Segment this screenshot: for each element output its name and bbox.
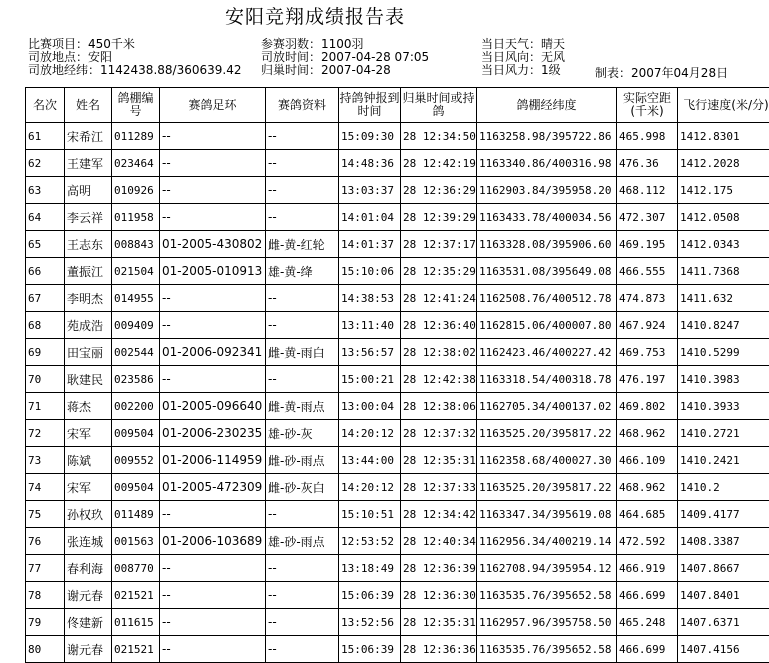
cell-return-time: 28 12:36:30	[401, 582, 477, 609]
cell-pigeon-info: 雌-黄-雨白	[266, 339, 339, 366]
table-row	[26, 501, 769, 528]
cell-return-time: 28 12:41:24	[401, 285, 477, 312]
cell-return-time: 28 12:42:38	[401, 366, 477, 393]
cell-rank: 73	[26, 447, 65, 474]
cell-distance: 469.195	[617, 231, 678, 258]
release-place: 司放地点：安阳	[28, 51, 241, 64]
weather: 当日天气：晴天	[481, 38, 565, 51]
cell-pigeon-info: --	[266, 555, 339, 582]
cell-rank: 69	[26, 339, 65, 366]
cell-clock-time: 14:48:36	[339, 150, 401, 177]
cell-loft-coords: 1163340.86/400316.98	[477, 150, 617, 177]
col-loft-coords-header: 鸽棚经纬度	[477, 88, 617, 123]
cell-ring: --	[160, 150, 266, 177]
table-row	[26, 393, 769, 420]
cell-loft-coords: 1163531.08/395649.08	[477, 258, 617, 285]
cell-rank: 71	[26, 393, 65, 420]
made-date: 制表：2007年04月28日	[595, 64, 728, 81]
cell-rank: 78	[26, 582, 65, 609]
cell-return-time: 28 12:36:36	[401, 636, 477, 663]
cell-distance: 466.919	[617, 555, 678, 582]
cell-clock-time: 15:10:51	[339, 501, 401, 528]
cell-loft-coords: 1162358.68/400027.30	[477, 447, 617, 474]
table-row	[26, 474, 769, 501]
cell-distance: 469.753	[617, 339, 678, 366]
cell-pigeon-info: 雌-黄-红轮	[266, 231, 339, 258]
cell-speed: 1412.0508	[678, 204, 769, 231]
cell-name: 宋军	[65, 420, 112, 447]
cell-speed: 1412.0343	[678, 231, 769, 258]
cell-distance: 465.998	[617, 123, 678, 150]
cell-ring: --	[160, 177, 266, 204]
cell-pigeon-info: --	[266, 177, 339, 204]
col-distance-header: 实际空距(千米)	[617, 88, 678, 123]
cell-speed: 1407.4156	[678, 636, 769, 663]
table-row	[26, 609, 769, 636]
cell-distance: 465.248	[617, 609, 678, 636]
cell-return-time: 28 12:34:42	[401, 501, 477, 528]
cell-distance: 468.962	[617, 420, 678, 447]
cell-speed: 1410.3933	[678, 393, 769, 420]
cell-rank: 79	[26, 609, 65, 636]
cell-speed: 1407.8401	[678, 582, 769, 609]
cell-ring: 01-2006-103689	[160, 528, 266, 555]
cell-loft-id: 011289	[112, 123, 160, 150]
cell-pigeon-info: --	[266, 312, 339, 339]
cell-ring: 01-2005-472309	[160, 474, 266, 501]
cell-return-time: 28 12:39:29	[401, 204, 477, 231]
cell-loft-coords: 1163318.54/400318.78	[477, 366, 617, 393]
cell-loft-coords: 1163525.20/395817.22	[477, 474, 617, 501]
cell-ring: --	[160, 636, 266, 663]
report-title: 安阳竞翔成绩报告表	[0, 2, 630, 29]
cell-distance: 469.802	[617, 393, 678, 420]
cell-name: 孙权玖	[65, 501, 112, 528]
cell-rank: 72	[26, 420, 65, 447]
cell-name: 苑成浩	[65, 312, 112, 339]
cell-loft-coords: 1162815.06/400007.80	[477, 312, 617, 339]
entries-count: 参赛羽数：1100羽	[261, 38, 429, 51]
cell-speed: 1412.175	[678, 177, 769, 204]
cell-loft-id: 008843	[112, 231, 160, 258]
release-time: 司放时间：2007-04-28 07:05	[261, 51, 429, 64]
cell-pigeon-info: --	[266, 285, 339, 312]
cell-loft-coords: 1162903.84/395958.20	[477, 177, 617, 204]
cell-name: 董振江	[65, 258, 112, 285]
cell-pigeon-info: 雌-黄-雨点	[266, 393, 339, 420]
cell-clock-time: 13:56:57	[339, 339, 401, 366]
cell-distance: 466.699	[617, 582, 678, 609]
cell-ring: --	[160, 366, 266, 393]
cell-ring: 01-2005-010913	[160, 258, 266, 285]
cell-return-time: 28 12:35:31	[401, 609, 477, 636]
return-time: 归巢时间：2007-04-28	[261, 64, 429, 77]
cell-clock-time: 14:38:53	[339, 285, 401, 312]
cell-rank: 66	[26, 258, 65, 285]
cell-name: 谢元春	[65, 582, 112, 609]
table-row	[26, 285, 769, 312]
cell-clock-time: 13:03:37	[339, 177, 401, 204]
cell-name: 李明杰	[65, 285, 112, 312]
cell-clock-time: 15:10:06	[339, 258, 401, 285]
cell-rank: 76	[26, 528, 65, 555]
cell-rank: 65	[26, 231, 65, 258]
table-row	[26, 204, 769, 231]
cell-loft-coords: 1162423.46/400227.42	[477, 339, 617, 366]
cell-distance: 474.873	[617, 285, 678, 312]
cell-return-time: 28 12:36:40	[401, 312, 477, 339]
col-clock-time-header: 持鸽钟报到时间	[339, 88, 401, 123]
cell-return-time: 28 12:42:19	[401, 150, 477, 177]
cell-speed: 1407.8667	[678, 555, 769, 582]
col-speed-header: 飞行速度(米/分)	[678, 88, 769, 123]
cell-name: 宋军	[65, 474, 112, 501]
cell-loft-coords: 1163347.34/395619.08	[477, 501, 617, 528]
cell-speed: 1411.632	[678, 285, 769, 312]
cell-pigeon-info: --	[266, 636, 339, 663]
cell-rank: 80	[26, 636, 65, 663]
cell-loft-coords: 1162956.34/400219.14	[477, 528, 617, 555]
cell-return-time: 28 12:37:33	[401, 474, 477, 501]
col-return-time-header: 归巢时间或持鸽	[401, 88, 477, 123]
cell-speed: 1409.4177	[678, 501, 769, 528]
cell-pigeon-info: 雌-砂-雨点	[266, 447, 339, 474]
cell-name: 宋希江	[65, 123, 112, 150]
cell-name: 张连城	[65, 528, 112, 555]
cell-ring: 01-2005-430802	[160, 231, 266, 258]
cell-return-time: 28 12:36:39	[401, 555, 477, 582]
cell-name: 蒋杰	[65, 393, 112, 420]
cell-loft-id: 011489	[112, 501, 160, 528]
cell-loft-id: 009504	[112, 420, 160, 447]
cell-pigeon-info: --	[266, 123, 339, 150]
race-info-column-1	[28, 38, 241, 77]
cell-speed: 1411.7368	[678, 258, 769, 285]
cell-ring: --	[160, 501, 266, 528]
cell-loft-id: 009552	[112, 447, 160, 474]
table-row	[26, 420, 769, 447]
cell-clock-time: 15:06:39	[339, 582, 401, 609]
cell-loft-id: 009409	[112, 312, 160, 339]
cell-loft-coords: 1163328.08/395906.60	[477, 231, 617, 258]
cell-distance: 466.555	[617, 258, 678, 285]
cell-pigeon-info: --	[266, 609, 339, 636]
cell-speed: 1410.2721	[678, 420, 769, 447]
wind-force: 当日风力：1级	[481, 64, 565, 77]
cell-clock-time: 13:18:49	[339, 555, 401, 582]
cell-loft-coords: 1163433.78/400034.56	[477, 204, 617, 231]
cell-speed: 1408.3387	[678, 528, 769, 555]
cell-name: 耿建民	[65, 366, 112, 393]
cell-name: 田宝丽	[65, 339, 112, 366]
cell-ring: 01-2005-096640	[160, 393, 266, 420]
cell-return-time: 28 12:36:29	[401, 177, 477, 204]
cell-loft-id: 001563	[112, 528, 160, 555]
col-ring-header: 赛鸽足环	[160, 88, 266, 123]
cell-loft-id: 021521	[112, 636, 160, 663]
cell-rank: 62	[26, 150, 65, 177]
cell-ring: --	[160, 555, 266, 582]
cell-name: 佟建新	[65, 609, 112, 636]
cell-clock-time: 14:01:37	[339, 231, 401, 258]
cell-return-time: 28 12:35:31	[401, 447, 477, 474]
cell-rank: 75	[26, 501, 65, 528]
table-row	[26, 582, 769, 609]
cell-loft-id: 002200	[112, 393, 160, 420]
col-rank-header: 名次	[26, 88, 65, 123]
cell-speed: 1410.5299	[678, 339, 769, 366]
cell-loft-id: 008770	[112, 555, 160, 582]
cell-speed: 1410.3983	[678, 366, 769, 393]
cell-return-time: 28 12:37:32	[401, 420, 477, 447]
cell-return-time: 28 12:37:17	[401, 231, 477, 258]
cell-loft-coords: 1163258.98/395722.86	[477, 123, 617, 150]
cell-loft-id: 023464	[112, 150, 160, 177]
cell-ring: --	[160, 204, 266, 231]
cell-loft-id: 011615	[112, 609, 160, 636]
cell-speed: 1410.8247	[678, 312, 769, 339]
cell-loft-id: 023586	[112, 366, 160, 393]
cell-clock-time: 13:44:00	[339, 447, 401, 474]
cell-clock-time: 13:52:56	[339, 609, 401, 636]
race-info-column-2	[261, 38, 429, 77]
cell-loft-coords: 1163525.20/395817.22	[477, 420, 617, 447]
cell-distance: 476.36	[617, 150, 678, 177]
cell-loft-id: 021504	[112, 258, 160, 285]
cell-loft-id: 011958	[112, 204, 160, 231]
cell-clock-time: 13:00:04	[339, 393, 401, 420]
cell-distance: 464.685	[617, 501, 678, 528]
cell-ring: 01-2006-114959	[160, 447, 266, 474]
cell-distance: 466.699	[617, 636, 678, 663]
cell-speed: 1410.2	[678, 474, 769, 501]
cell-rank: 77	[26, 555, 65, 582]
cell-speed: 1410.2421	[678, 447, 769, 474]
table-row	[26, 555, 769, 582]
table-row	[26, 366, 769, 393]
cell-pigeon-info: 雄-砂-雨点	[266, 528, 339, 555]
cell-name: 王建军	[65, 150, 112, 177]
table-row	[26, 339, 769, 366]
race-item: 比赛项目：450千米	[28, 38, 241, 51]
cell-name: 王志东	[65, 231, 112, 258]
cell-ring: --	[160, 285, 266, 312]
col-pigeon-info-header: 赛鸽资料	[266, 88, 339, 123]
cell-pigeon-info: --	[266, 150, 339, 177]
cell-loft-coords: 1162508.76/400512.78	[477, 285, 617, 312]
cell-ring: --	[160, 123, 266, 150]
cell-pigeon-info: --	[266, 501, 339, 528]
cell-distance: 466.109	[617, 447, 678, 474]
cell-loft-id: 014955	[112, 285, 160, 312]
cell-clock-time: 14:20:12	[339, 474, 401, 501]
table-row	[26, 258, 769, 285]
cell-rank: 63	[26, 177, 65, 204]
cell-clock-time: 12:53:52	[339, 528, 401, 555]
cell-clock-time: 15:00:21	[339, 366, 401, 393]
cell-pigeon-info: --	[266, 582, 339, 609]
cell-loft-coords: 1163535.76/395652.58	[477, 636, 617, 663]
cell-loft-coords: 1162957.96/395758.50	[477, 609, 617, 636]
wind-direction: 当日风向：无风	[481, 51, 565, 64]
cell-name: 春利海	[65, 555, 112, 582]
cell-name: 李云祥	[65, 204, 112, 231]
cell-loft-id: 021521	[112, 582, 160, 609]
col-name-header: 姓名	[65, 88, 112, 123]
cell-loft-id: 002544	[112, 339, 160, 366]
cell-distance: 472.307	[617, 204, 678, 231]
table-row	[26, 447, 769, 474]
cell-ring: 01-2006-230235	[160, 420, 266, 447]
cell-return-time: 28 12:40:34	[401, 528, 477, 555]
cell-speed: 1412.8301	[678, 123, 769, 150]
cell-loft-coords: 1162705.34/400137.02	[477, 393, 617, 420]
cell-distance: 468.962	[617, 474, 678, 501]
cell-distance: 467.924	[617, 312, 678, 339]
cell-speed: 1407.6371	[678, 609, 769, 636]
cell-rank: 68	[26, 312, 65, 339]
cell-rank: 61	[26, 123, 65, 150]
cell-return-time: 28 12:38:02	[401, 339, 477, 366]
table-row	[26, 312, 769, 339]
cell-ring: --	[160, 582, 266, 609]
release-coords: 司放地经纬：1142438.88/360639.42	[28, 64, 241, 77]
table-row	[26, 636, 769, 663]
cell-rank: 74	[26, 474, 65, 501]
cell-clock-time: 14:01:04	[339, 204, 401, 231]
cell-ring: --	[160, 312, 266, 339]
cell-name: 谢元春	[65, 636, 112, 663]
cell-rank: 64	[26, 204, 65, 231]
cell-return-time: 28 12:35:29	[401, 258, 477, 285]
table-row	[26, 528, 769, 555]
cell-rank: 67	[26, 285, 65, 312]
cell-distance: 468.112	[617, 177, 678, 204]
cell-pigeon-info: --	[266, 366, 339, 393]
cell-ring: --	[160, 609, 266, 636]
cell-loft-id: 009504	[112, 474, 160, 501]
results-table	[25, 87, 769, 663]
cell-loft-coords: 1163535.76/395652.58	[477, 582, 617, 609]
cell-pigeon-info: 雄-黄-绛	[266, 258, 339, 285]
cell-clock-time: 14:20:12	[339, 420, 401, 447]
cell-clock-time: 15:09:30	[339, 123, 401, 150]
cell-pigeon-info: --	[266, 204, 339, 231]
cell-pigeon-info: 雌-砂-灰白	[266, 474, 339, 501]
header-row	[26, 88, 769, 123]
col-loft-id-header: 鸽棚编号	[112, 88, 160, 123]
table-row	[26, 150, 769, 177]
race-info-column-3	[481, 38, 565, 77]
cell-rank: 70	[26, 366, 65, 393]
cell-loft-coords: 1162708.94/395954.12	[477, 555, 617, 582]
cell-name: 陈斌	[65, 447, 112, 474]
cell-clock-time: 15:06:39	[339, 636, 401, 663]
cell-distance: 476.197	[617, 366, 678, 393]
cell-name: 高明	[65, 177, 112, 204]
cell-speed: 1412.2028	[678, 150, 769, 177]
table-row	[26, 123, 769, 150]
cell-return-time: 28 12:34:50	[401, 123, 477, 150]
cell-distance: 472.592	[617, 528, 678, 555]
table-row	[26, 231, 769, 258]
cell-loft-id: 010926	[112, 177, 160, 204]
table-row	[26, 177, 769, 204]
cell-pigeon-info: 雄-砂-灰	[266, 420, 339, 447]
cell-return-time: 28 12:38:06	[401, 393, 477, 420]
cell-ring: 01-2006-092341	[160, 339, 266, 366]
cell-clock-time: 13:11:40	[339, 312, 401, 339]
